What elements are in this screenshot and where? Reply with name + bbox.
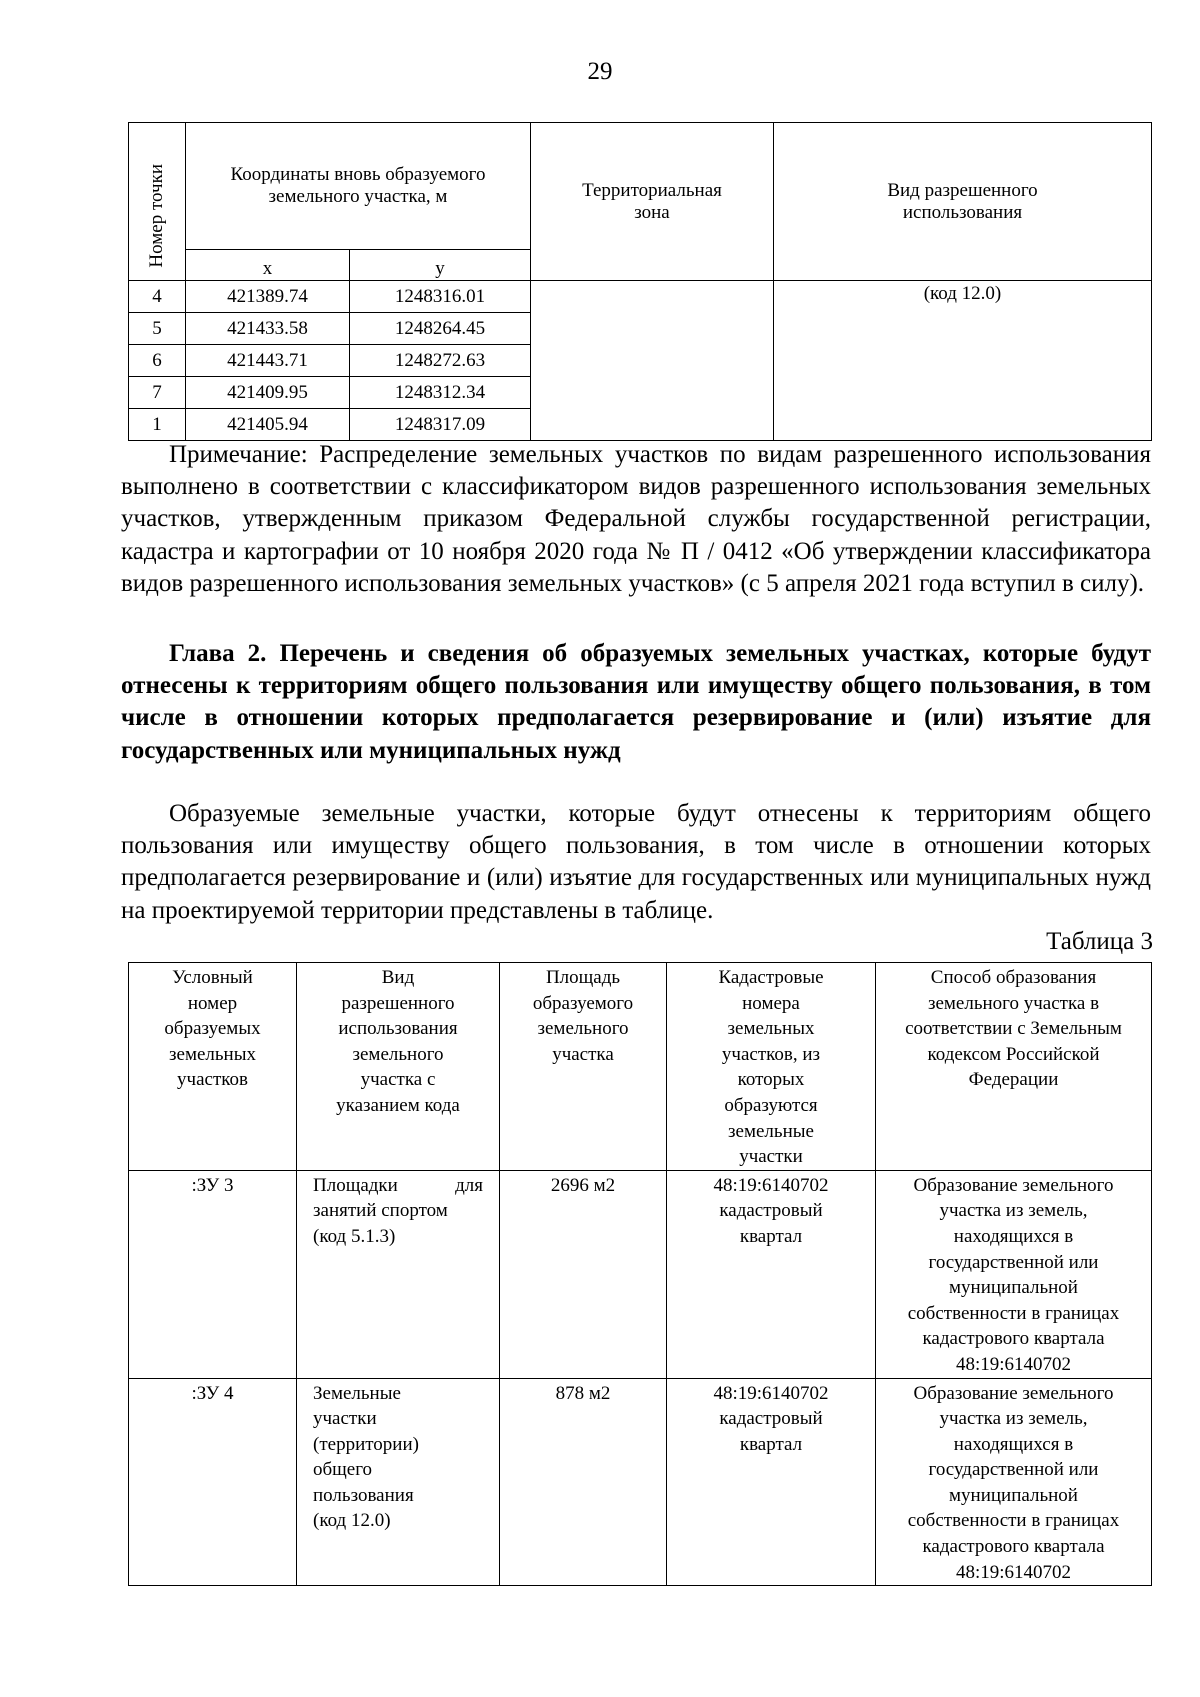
coordinates-table xyxy=(128,122,1152,441)
coord-x: 421443.71 xyxy=(186,345,350,377)
coord-y: 1248316.01 xyxy=(350,281,531,313)
plot-use: Земельные участки (территории) общего пользования (код 12.0) xyxy=(297,1378,500,1586)
coord-x: 421409.95 xyxy=(186,377,350,409)
coord-x: 421389.74 xyxy=(186,281,350,313)
header-territorial-zone: Территориальная зона xyxy=(531,123,774,281)
plot-use: Площадки для занятий спортом (код 5.1.3) xyxy=(297,1170,500,1378)
header-use-type: Вид разрешенного использования земельного участка с указанием кода xyxy=(297,963,500,1171)
table-row xyxy=(129,1378,1152,1586)
coord-y: 1248312.34 xyxy=(350,377,531,409)
coord-y: 1248264.45 xyxy=(350,313,531,345)
point-number: 7 xyxy=(129,377,186,409)
plot-cadastral: 48:19:6140702 кадастровый квартал xyxy=(667,1170,876,1378)
header-x: х xyxy=(186,250,350,281)
point-number: 1 xyxy=(129,409,186,441)
header-plot-number: Условный номер образуемых земельных участков xyxy=(129,963,297,1171)
point-number: 4 xyxy=(129,281,186,313)
plot-id: :ЗУ 4 xyxy=(129,1378,297,1586)
plot-cadastral: 48:19:6140702 кадастровый квартал xyxy=(667,1378,876,1586)
coord-x: 421433.58 xyxy=(186,313,350,345)
territorial-zone-cell xyxy=(531,281,774,441)
chapter-heading-text: Глава 2. Перечень и сведения об образуемых земельных участках, которые будут отнесены к территориям общего пользования или имуществу общего пользования, в том числе в отношении которых предполагается резервирование и (или) изъятие для государственных или муниципальных нужд xyxy=(121,640,1151,764)
coord-y: 1248272.63 xyxy=(350,345,531,377)
land-plots-table xyxy=(128,962,1152,1586)
coord-x: 421405.94 xyxy=(186,409,350,441)
page-number: 29 xyxy=(587,58,613,85)
intro-paragraph xyxy=(121,798,1151,927)
plot-method: Образование земельного участка из земель, находящихся в государственной или муниципальной собственности в границах кадастрового квартала 48:19:6140702 xyxy=(876,1170,1152,1378)
note-paragraph xyxy=(121,439,1151,600)
header-formation-method: Способ образования земельного участка в соответствии с Земельным кодексом Российской Федерации xyxy=(876,963,1152,1171)
coord-y: 1248317.09 xyxy=(350,409,531,441)
header-area: Площадь образуемого земельного участка xyxy=(500,963,667,1171)
header-y: у xyxy=(350,250,531,281)
table-row xyxy=(129,281,1152,313)
permitted-use-cell: (код 12.0) xyxy=(774,281,1152,441)
plot-area: 2696 м2 xyxy=(500,1170,667,1378)
plot-id: :ЗУ 3 xyxy=(129,1170,297,1378)
plot-method: Образование земельного участка из земель, находящихся в государственной или муниципальной собственности в границах кадастрового квартала 48:19:6140702 xyxy=(876,1378,1152,1586)
plot-area: 878 м2 xyxy=(500,1378,667,1586)
chapter-heading xyxy=(121,638,1151,767)
point-number: 6 xyxy=(129,345,186,377)
header-cadastral-numbers: Кадастровые номера земельных участков, из которых образуются земельные участки xyxy=(667,963,876,1171)
header-coordinates: Координаты вновь образуемого земельного участка, м xyxy=(186,123,531,250)
note-text: Примечание: Распределение земельных участков по видам разрешенного использования выполнено в соответствии с классификатором видов разрешенного использования земельных участков, утвержденным приказом Федеральной службы государственной регистрации, кадастра и картографии от 10 ноября 2020 года № П / 0412 «Об утверждении классификатора видов разрешенного использования земельных участков» (с 5 апреля 2021 года вступил в силу). xyxy=(121,441,1151,597)
point-number: 5 xyxy=(129,313,186,345)
table-row xyxy=(129,1170,1152,1378)
header-permitted-use: Вид разрешенного использования xyxy=(774,123,1152,281)
header-point-number: Номер точки xyxy=(129,123,186,281)
intro-text: Образуемые земельные участки, которые будут отнесены к территориям общего пользования или имуществу общего пользования, в том числе в отношении которых предполагается резервирование и (или) изъятие для государственных или муниципальных нужд на проектируемой территории представлены в таблице. xyxy=(121,800,1151,924)
table-caption: Таблица 3 xyxy=(1046,928,1153,955)
